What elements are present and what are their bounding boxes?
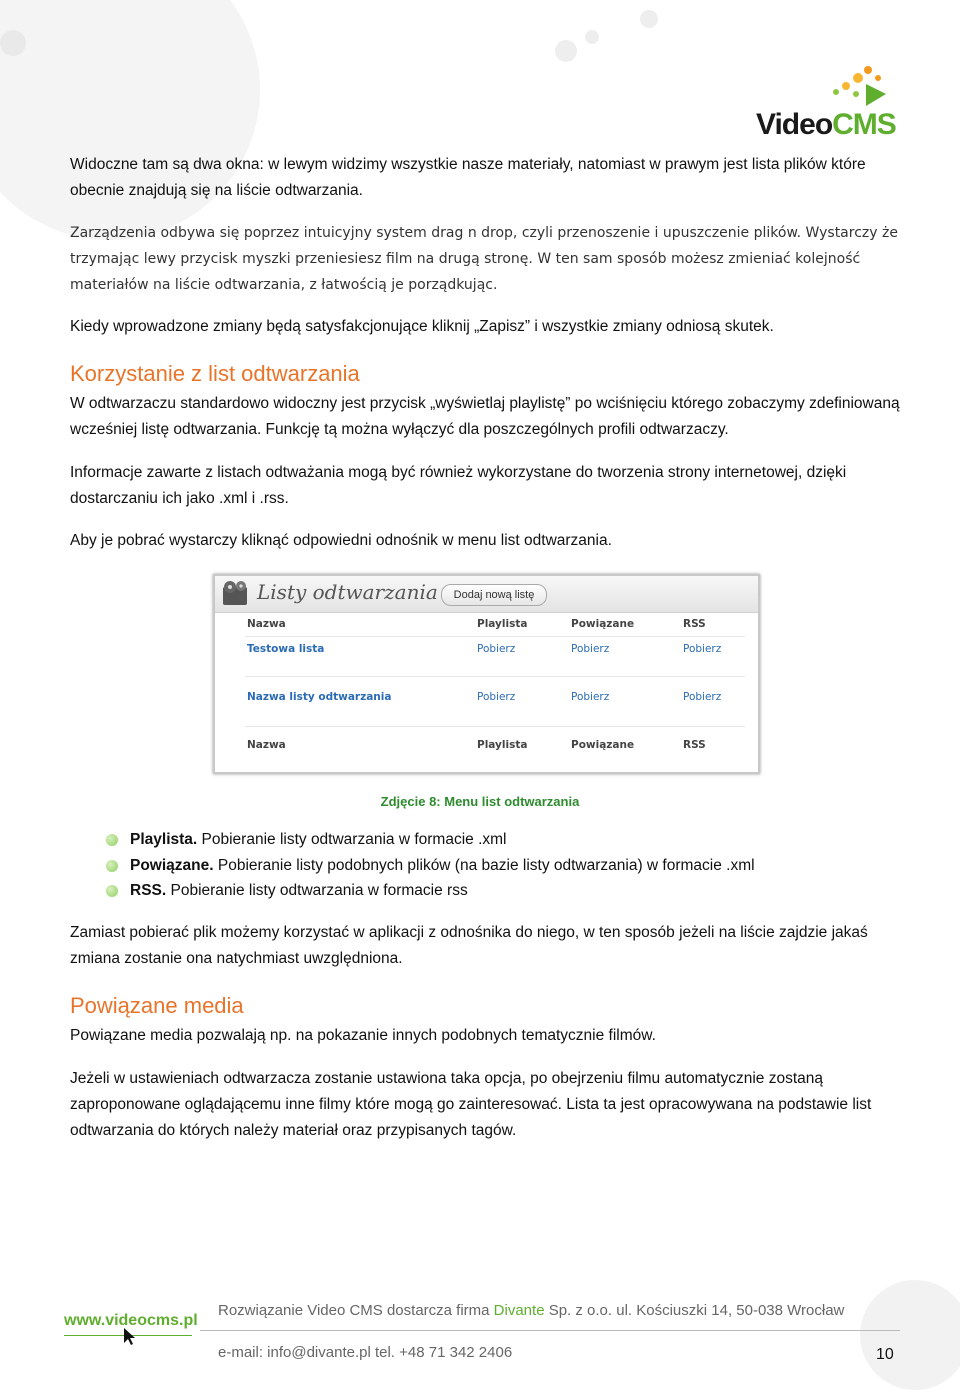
download-related-link[interactable]: Pobierz [571,643,610,655]
row-divider [245,726,745,727]
list-item: Playlista. Pobieranie listy odtwarzania w formacie .xml [106,828,755,854]
row-divider [245,676,745,677]
col-footer-rss: RSS [683,739,706,751]
paragraph-drag-drop: Zarządzenia odbywa się poprzez intuicyjny system drag n drop, czyli przenoszenie i upuszczenie plików. Wystarczy że trzymając lewy przycisk myszki przeniesiesz film na drugą stronę. W ten sam sposób możesz zmieniać kolejność materiałów na liście odtwarzania, z łatwością je porządkując. [70,225,898,293]
decor-bubble [0,0,260,240]
row-name-link[interactable]: Testowa lista [247,643,325,655]
decor-bubble [585,30,599,44]
page-number: 10 [876,1346,894,1363]
film-reel-icon [221,579,251,609]
paragraph-xml-rss: Informacje zawarte z listach odtważania mogą być również wykorzystane do tworzenia strony internetowej, dzięki dostarczaniu ich jako .xml i .rss. [70,464,847,507]
row-divider [245,636,745,637]
col-footer-playlist: Playlista [477,739,528,751]
paragraph-player: W odtwarzaczu standardowo widoczny jest przycisk „wyświetlaj playlistę” po wciśnięciu którego zobaczymy zdefiniowaną wcześniej listę odtwarzania. Funkcję tą można wyłączyć dla poszczególnych profili odtwarzaczy. [70,395,900,438]
list-item: RSS. Pobieranie listy odtwarzania w formacie rss [106,879,755,905]
col-header-rss: RSS [683,618,706,630]
screenshot-title: Listy odtwarzania [257,580,438,604]
list-item: Powiązane. Pobieranie listy podobnych plików (na bazie listy odtwarzania) w formacie .xml [106,854,755,880]
col-header-related: Powiązane [571,618,635,630]
section-heading-playlists: Korzystanie z list odtwarzania [70,361,360,386]
download-rss-link[interactable]: Pobierz [683,691,722,703]
download-playlist-link[interactable]: Pobierz [477,691,516,703]
download-playlist-link[interactable]: Pobierz [477,643,516,655]
section-heading-related: Powiązane media [70,993,244,1018]
decor-bubble [555,40,577,62]
footer-url[interactable]: www.videocms.pl [64,1312,198,1329]
paragraph-link-usage: Zamiast pobierać plik możemy korzystać w aplikacji z odnośnika do niego, w ten sposób jeżeli na liście zajdzie jakaś zmiana zostanie ona natychmiast uwzględniona. [70,924,868,967]
paragraph-download: Aby je pobrać wystarczy kliknąć odpowiedni odnośnik w menu list odtwarzania. [70,532,612,549]
logo-text: VideoCMS [756,108,896,141]
bullet-dot-icon [106,860,118,872]
add-list-button[interactable]: Dodaj nową listę [441,584,547,606]
download-related-link[interactable]: Pobierz [571,691,610,703]
row-name-link[interactable]: Nazwa listy odtwarzania [247,691,392,703]
paragraph-related-details: Jeżeli w ustawieniach odtwarzacza zostanie ustawiona taka opcja, po obejrzeniu filmu automatycznie zostaną zaproponowane oglądającemu inne filmy które mogą go zainteresować. Lista ta jest opracowywana na podstawie list odtwarzania do których należy materiał oraz przypisanych tagów. [70,1070,872,1139]
paragraph-save: Kiedy wprowadzone zmiany będą satysfakcjonujące kliknij „Zapisz” i wszystkie zmiany odniosą skutek. [70,318,774,335]
footer-divider [200,1330,900,1331]
paragraph-related-intro: Powiązane media pozwalają np. na pokazanie innych podobnych tematycznie filmów. [70,1027,656,1044]
footer-contact-line: e-mail: info@divante.pl tel. +48 71 342 2406 [218,1344,513,1361]
bullet-list [106,828,755,905]
bullet-dot-icon [106,885,118,897]
download-rss-link[interactable]: Pobierz [683,643,722,655]
col-header-name: Nazwa [247,618,286,630]
footer-company-line: Rozwiązanie Video CMS dostarcza firma Divante Sp. z o.o. ul. Kościuszki 14, 50-038 Wrocław [218,1302,845,1319]
decor-bubble [0,30,26,56]
col-header-playlist: Playlista [477,618,528,630]
screenshot-header [215,576,758,613]
decor-bubble [640,10,658,28]
cursor-arrow-icon [124,1328,136,1346]
col-footer-name: Nazwa [247,739,286,751]
paragraph-intro: Widoczne tam są dwa okna: w lewym widzimy wszystkie nasze materiały, natomiast w prawym jest lista plików które obecnie znajdują się na liście odtwarzania. [70,156,866,199]
logo-mark-icon [816,62,886,110]
playlists-screenshot [213,574,760,774]
bullet-dot-icon [106,834,118,846]
videocms-logo [756,62,906,142]
col-footer-related: Powiązane [571,739,635,751]
figure-caption: Zdjęcie 8: Menu list odtwarzania [380,794,580,809]
page-footer [0,1290,960,1395]
